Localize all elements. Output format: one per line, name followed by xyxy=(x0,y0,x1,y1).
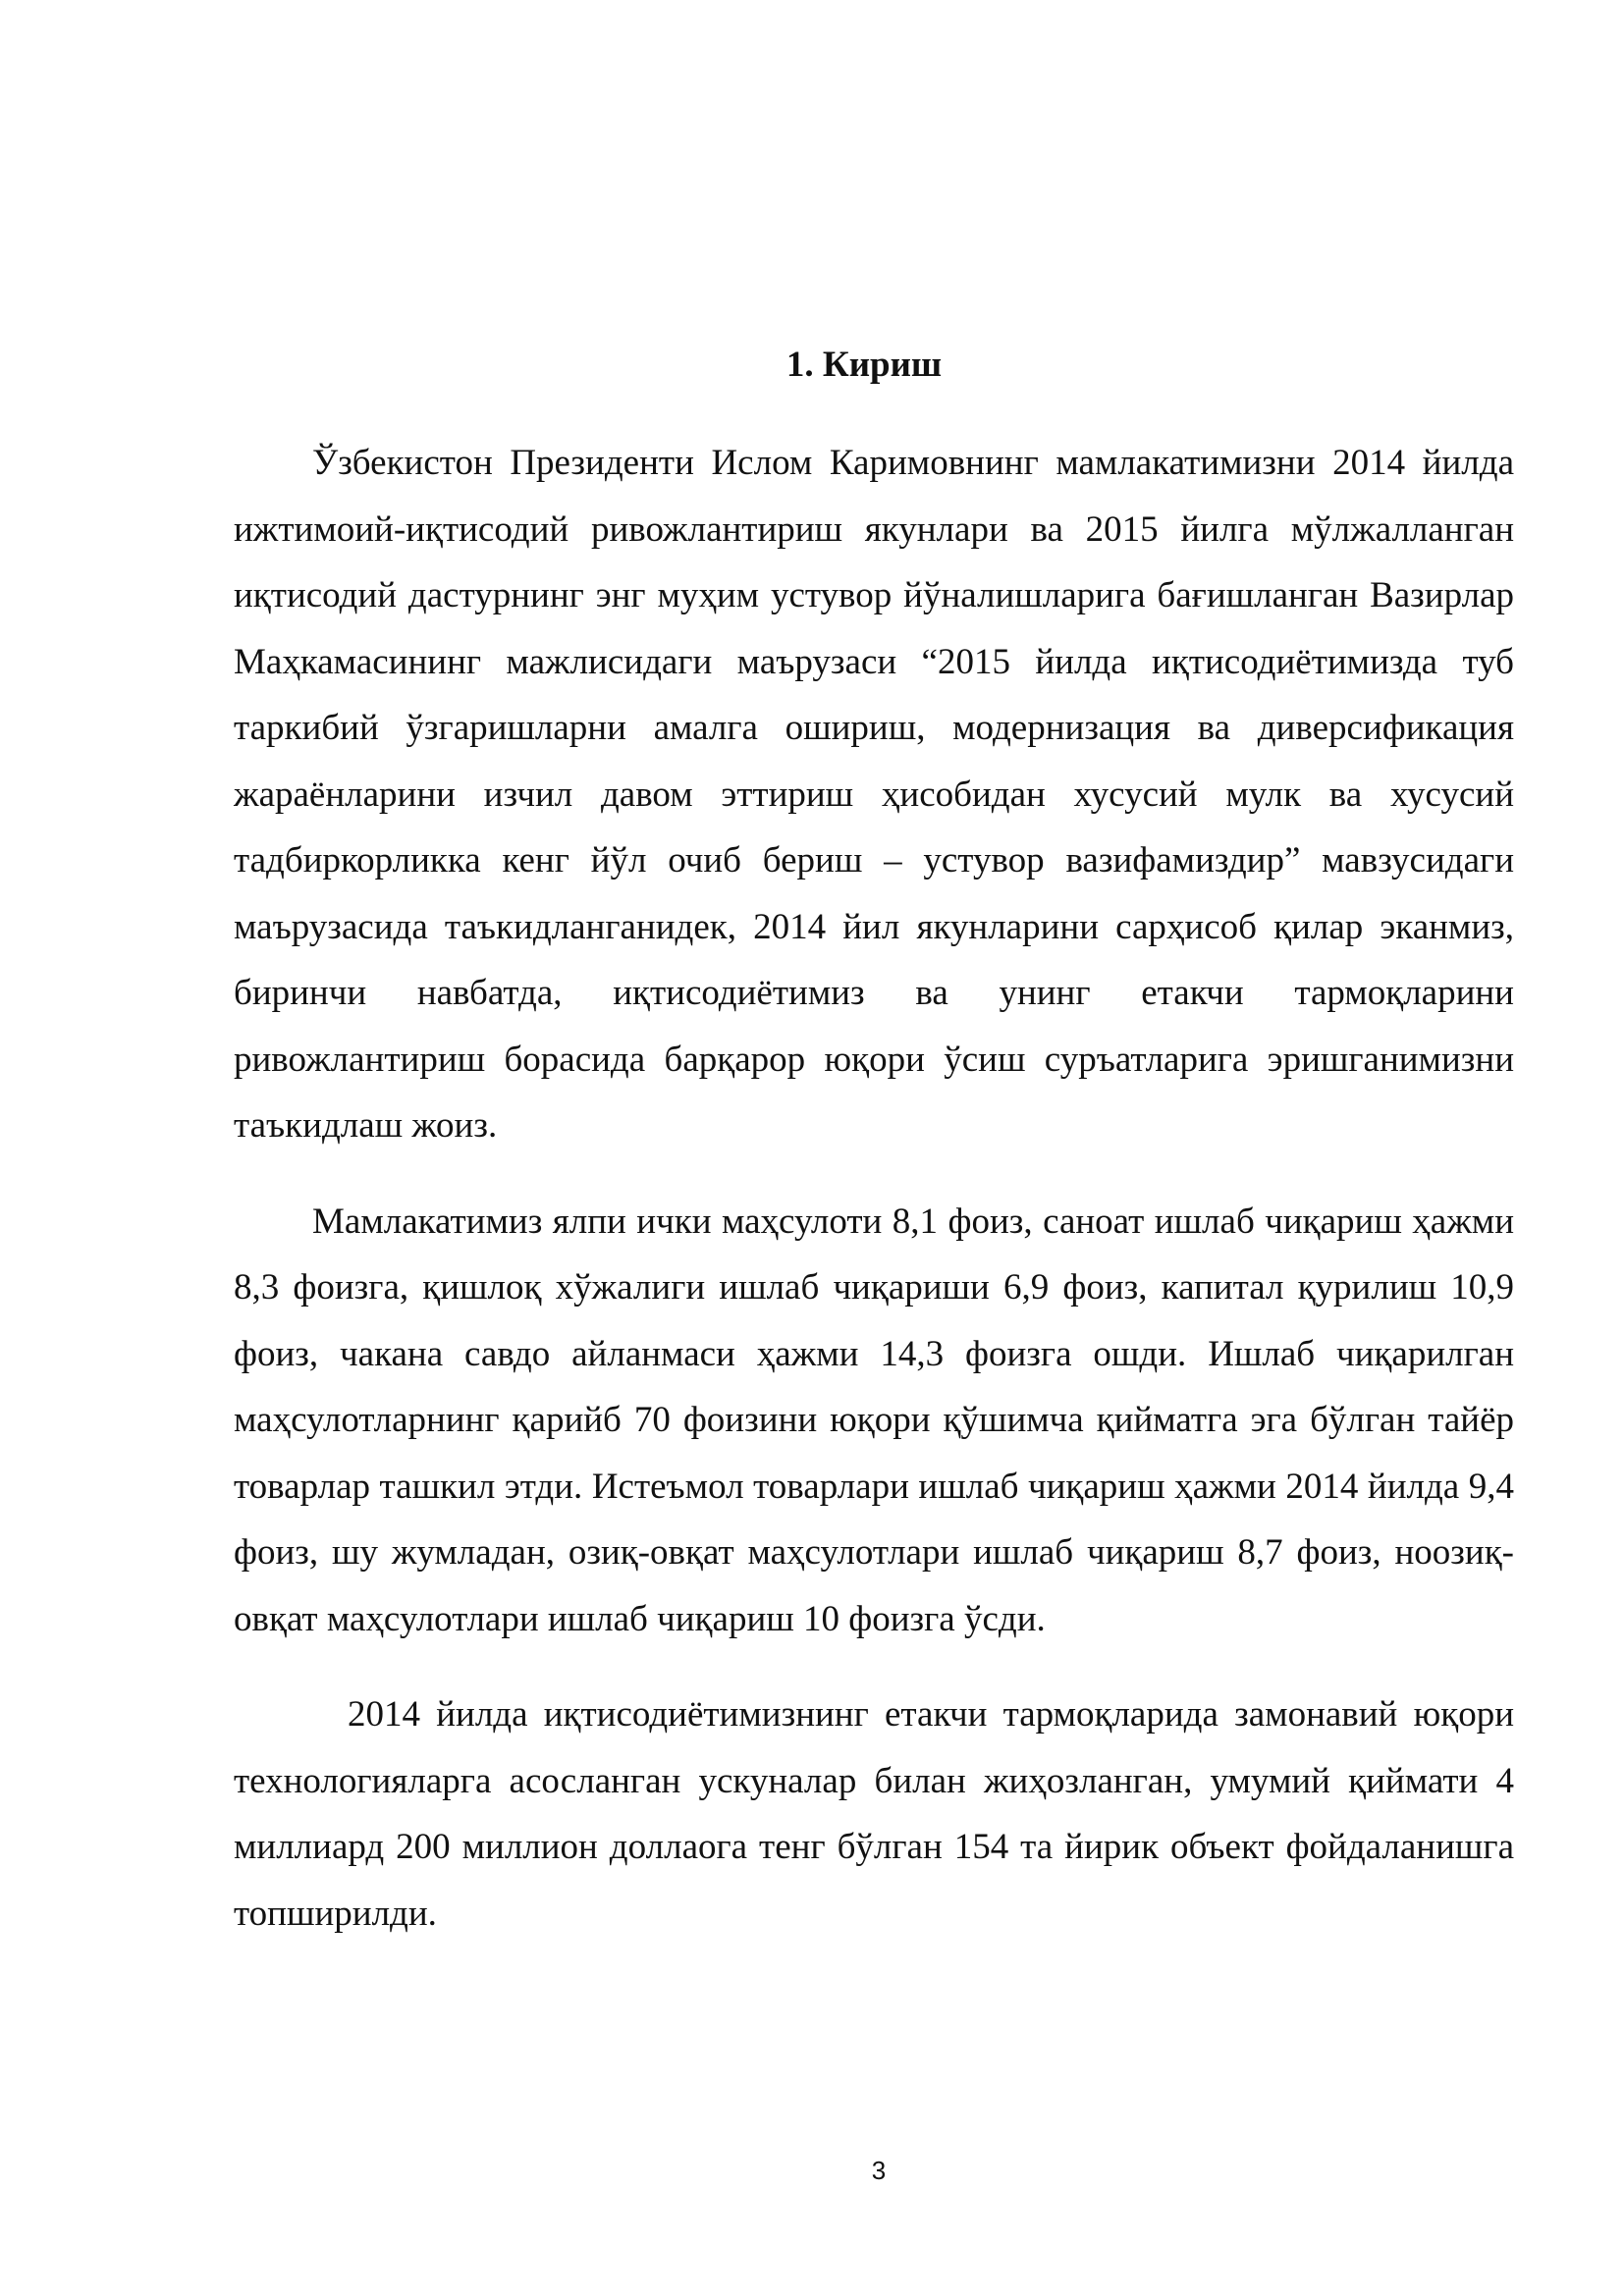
paragraph-2: Мамлакатимиз ялпи ички маҳсулоти 8,1 фоиз, саноат ишлаб чиқариш ҳажми 8,3 фоизга, қишлоқ хўжалиги ишлаб чиқариши 6,9 фоиз, капитал қурилиш 10,9 фоиз, чакана савдо айланмаси ҳажми 14,3 фоизга ошди. Ишлаб чиқарилган маҳсулотларнинг қарийб 70 фоизини юқори қўшимча қийматга эга бўлган тайёр товарлар ташкил этди. Истеъмол товарлари ишлаб чиқариш ҳажми 2014 йилда 9,4 фоиз, шу жумладан, озиқ-овқат маҳсулотлари ишлаб чиқариш 8,7 фоиз, ноозиқ-овқат маҳсулотлари ишлаб чиқариш 10 фоизга ўсди. xyxy=(234,1201,1514,1639)
body-text xyxy=(234,430,1514,1976)
paragraph-3: 2014 йилда иқтисодиётимизнинг етакчи тармоқларида замонавий юқори технологияларга асосланган ускуналар билан жиҳозланган, умумий қиймати 4 миллиард 200 миллион доллаога тенг бўлган 154 та йирик объект фойдаланишга топширилди. xyxy=(234,1694,1514,1934)
page-number: 3 xyxy=(871,2156,887,2185)
paragraph-1: Ўзбекистон Президенти Ислом Каримовнинг мамлакатимизни 2014 йилда ижтимоий-иқтисодий ривожлантириш якунлари ва 2015 йилга мўлжалланган иқтисодий дастурнинг энг муҳим устувор йўналишларига бағишланган Вазирлар Маҳкамасининг мажлисидаги маърузаси “2015 йилда иқтисодиётимизда туб таркибий ўзгаришларни амалга ошириш, модернизация ва диверсификация жараёнларини изчил давом эттириш ҳисобидан хусусий мулк ва хусусий тадбиркорликка кенг йўл очиб бериш – устувор вазифамиздир” мавзусидаги маърузасида таъкидланганидек, 2014 йил якунларини сарҳисоб қилар эканмиз, биринчи навбатда, иқтисодиётимиз ва унинг етакчи тармоқларини ривожлантириш борасида барқарор юқори ўсиш суръатларига эришганимизни таъкидлаш жоиз. xyxy=(234,443,1514,1146)
section-heading: 1. Кириш xyxy=(785,345,943,385)
